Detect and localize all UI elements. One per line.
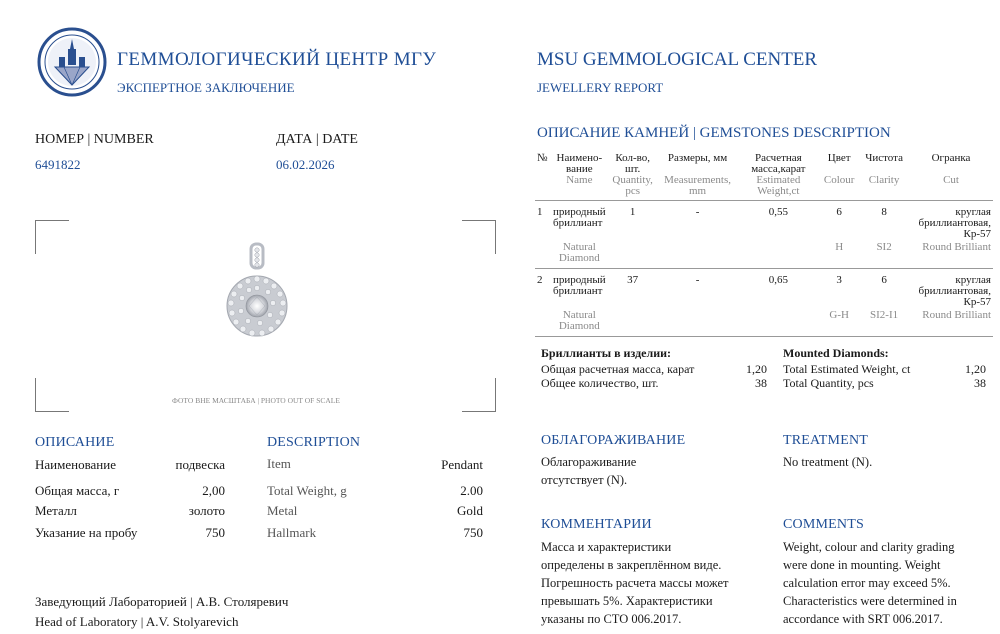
row-cut-en: Round Brilliant — [922, 309, 991, 321]
diamond-pendant-image — [222, 240, 292, 346]
description-title-en: DESCRIPTION — [267, 435, 361, 450]
comment-line: определены в закреплённом виде. — [541, 558, 722, 572]
label-en: Total Weight, g — [267, 483, 347, 498]
photo-frame-corner-tl — [35, 220, 69, 254]
comment-line: Погрешность расчета массы может — [541, 576, 729, 590]
row-qty: 1 — [608, 201, 658, 241]
row-weight: 0,55 — [738, 201, 820, 241]
value-en: 2.00 — [460, 483, 483, 498]
label-ru: Металл — [35, 503, 77, 518]
table-row — [535, 201, 993, 241]
col-meas-en: Measurements, mm — [664, 174, 731, 197]
subtitle-en: JEWELLERY REPORT — [537, 80, 664, 95]
report-date: 06.02.2026 — [276, 157, 335, 172]
table-row-en — [535, 240, 993, 269]
report-number: 6491822 — [35, 157, 81, 172]
row-color-en: G-H — [829, 309, 849, 321]
treatment-title-en: TREATMENT — [783, 433, 869, 448]
value-ru: 2,00 — [202, 483, 225, 498]
row-cut-en: Round Brilliant — [922, 241, 991, 253]
col-qty-en: Quantity, pcs — [612, 174, 653, 197]
photo-frame-corner-br — [462, 378, 496, 412]
comment-line: calculation error may exceed 5%. — [783, 576, 951, 590]
photo-frame-corner-tr — [462, 220, 496, 254]
row-qty: 37 — [608, 269, 658, 309]
row-clarity-en: SI2 — [876, 241, 892, 253]
value-en: Gold — [457, 503, 483, 518]
mounted-weight-en: 1,20 — [965, 362, 986, 376]
gemstones-title: ОПИСАНИЕ КАМНЕЙ | GEMSTONES DESCRIPTION — [537, 125, 891, 141]
title-en: MSU GEMMOLOGICAL CENTER — [537, 49, 818, 70]
head-of-lab-ru: Заведующий Лабораторией | А.В. Столяревич — [35, 594, 289, 609]
description-title-ru: ОПИСАНИЕ — [35, 435, 115, 450]
row-cut-ru: круглая бриллиантовая, Кр-57 — [909, 201, 993, 241]
label-en: Item — [267, 456, 291, 471]
value-en: 750 — [463, 525, 483, 540]
col-cut: Огранка — [931, 152, 971, 164]
row-cut-ru: круглая бриллиантовая, Кр-57 — [909, 269, 993, 309]
mounted-qty-label-ru: Общее количество, шт. — [541, 376, 659, 390]
table-header-ru — [535, 151, 993, 175]
row-name-ru: природный бриллиант — [551, 201, 608, 241]
mounted-title-en: Mounted Diamonds: — [783, 346, 889, 360]
col-color: Цвет — [827, 152, 851, 164]
comment-line: were done in mounting. Weight — [783, 558, 941, 572]
head-of-lab-en: Head of Laboratory | A.V. Stolyarevich — [35, 614, 239, 629]
col-weight-en: Estimated Weight,ct — [756, 174, 801, 197]
label-en: Hallmark — [267, 525, 317, 540]
mounted-qty-en: 38 — [974, 376, 986, 390]
treatment-text-en: No treatment (N). — [783, 455, 873, 469]
row-clarity-ru: 8 — [859, 201, 909, 241]
row-color-en: H — [835, 241, 844, 253]
treatment-text-ru-1: Облагораживание — [541, 455, 637, 469]
photo-caption: ФОТО ВНЕ МАСШТАБА | PHOTO OUT OF SCALE — [172, 396, 340, 405]
col-name: Наимено-вание — [556, 152, 603, 175]
col-n-en — [535, 175, 551, 201]
table-header-en — [535, 175, 993, 201]
col-clarity-en: Clarity — [868, 174, 900, 186]
row-weight: 0,65 — [738, 269, 820, 309]
mounted-title-ru: Бриллианты в изделии: — [541, 346, 672, 360]
gemstones-table — [535, 151, 993, 337]
row-n: 1 — [535, 201, 551, 241]
label-en: Metal — [267, 503, 298, 518]
comment-line: превышать 5%. Характеристики — [541, 594, 713, 608]
label-ru: Общая масса, г — [35, 483, 120, 498]
comment-line: Масса и характеристики — [541, 540, 672, 554]
mounted-qty-ru: 38 — [755, 376, 767, 390]
row-n: 2 — [535, 269, 551, 309]
comment-line: accordance with SRT 006.2017. — [783, 612, 943, 626]
comments-ru — [541, 538, 728, 628]
value-ru: золото — [188, 503, 225, 518]
comments-en — [783, 538, 957, 628]
col-weight: Расчетная масса,карат — [751, 152, 806, 175]
mounted-weight-label-ru: Общая расчетная масса, карат — [541, 362, 695, 376]
row-name-ru: природный бриллиант — [551, 269, 608, 309]
table-row-en — [535, 308, 993, 337]
mounted-weight-label-en: Total Estimated Weight, ct — [783, 362, 911, 376]
col-name-en: Name — [566, 174, 593, 186]
row-color-ru: 3 — [819, 269, 859, 309]
comment-line: Characteristics were determined in — [783, 594, 957, 608]
value-en: Pendant — [441, 457, 483, 472]
row-meas: - — [658, 201, 738, 241]
date-label: ДАТА | DATE — [276, 132, 358, 147]
col-clarity: Чистота — [865, 152, 903, 164]
label-ru: Указание на пробу — [35, 525, 138, 540]
row-clarity-en: SI2-I1 — [870, 309, 899, 321]
treatment-title-ru: ОБЛАГОРАЖИВАНИЕ — [541, 433, 686, 448]
comments-title-ru: КОММЕНТАРИИ — [541, 517, 652, 532]
row-meas: - — [658, 269, 738, 309]
treatment-text-ru-2: отсутствует (N). — [541, 473, 628, 487]
msu-building-logo-icon — [37, 27, 107, 97]
label-ru: Наименование — [35, 457, 116, 472]
mounted-weight-ru: 1,20 — [746, 362, 767, 376]
comment-line: указаны по СТО 006.2017. — [541, 612, 682, 626]
col-n: № — [537, 152, 548, 164]
mounted-qty-label-en: Total Quantity, pcs — [783, 376, 874, 390]
number-label: НОМЕР | NUMBER — [35, 132, 154, 147]
photo-frame-corner-bl — [35, 378, 69, 412]
row-name-en: Natural Diamond — [558, 309, 600, 332]
value-ru: подвеска — [175, 457, 225, 472]
row-name-en: Natural Diamond — [558, 241, 600, 264]
value-ru: 750 — [205, 525, 225, 540]
col-color-en: Colour — [823, 174, 855, 186]
comment-line: Weight, colour and clarity grading — [783, 540, 955, 554]
col-meas: Размеры, мм — [667, 152, 728, 164]
subtitle-ru: ЭКСПЕРТНОЕ ЗАКЛЮЧЕНИЕ — [117, 80, 295, 95]
comments-title-en: COMMENTS — [783, 517, 864, 532]
title-ru: ГЕММОЛОГИЧЕСКИЙ ЦЕНТР МГУ — [117, 49, 437, 70]
row-clarity-ru: 6 — [859, 269, 909, 309]
col-cut-en: Cut — [943, 174, 959, 186]
row-color-ru: 6 — [819, 201, 859, 241]
table-row — [535, 269, 993, 309]
col-qty: Кол-во, шт. — [615, 152, 650, 175]
